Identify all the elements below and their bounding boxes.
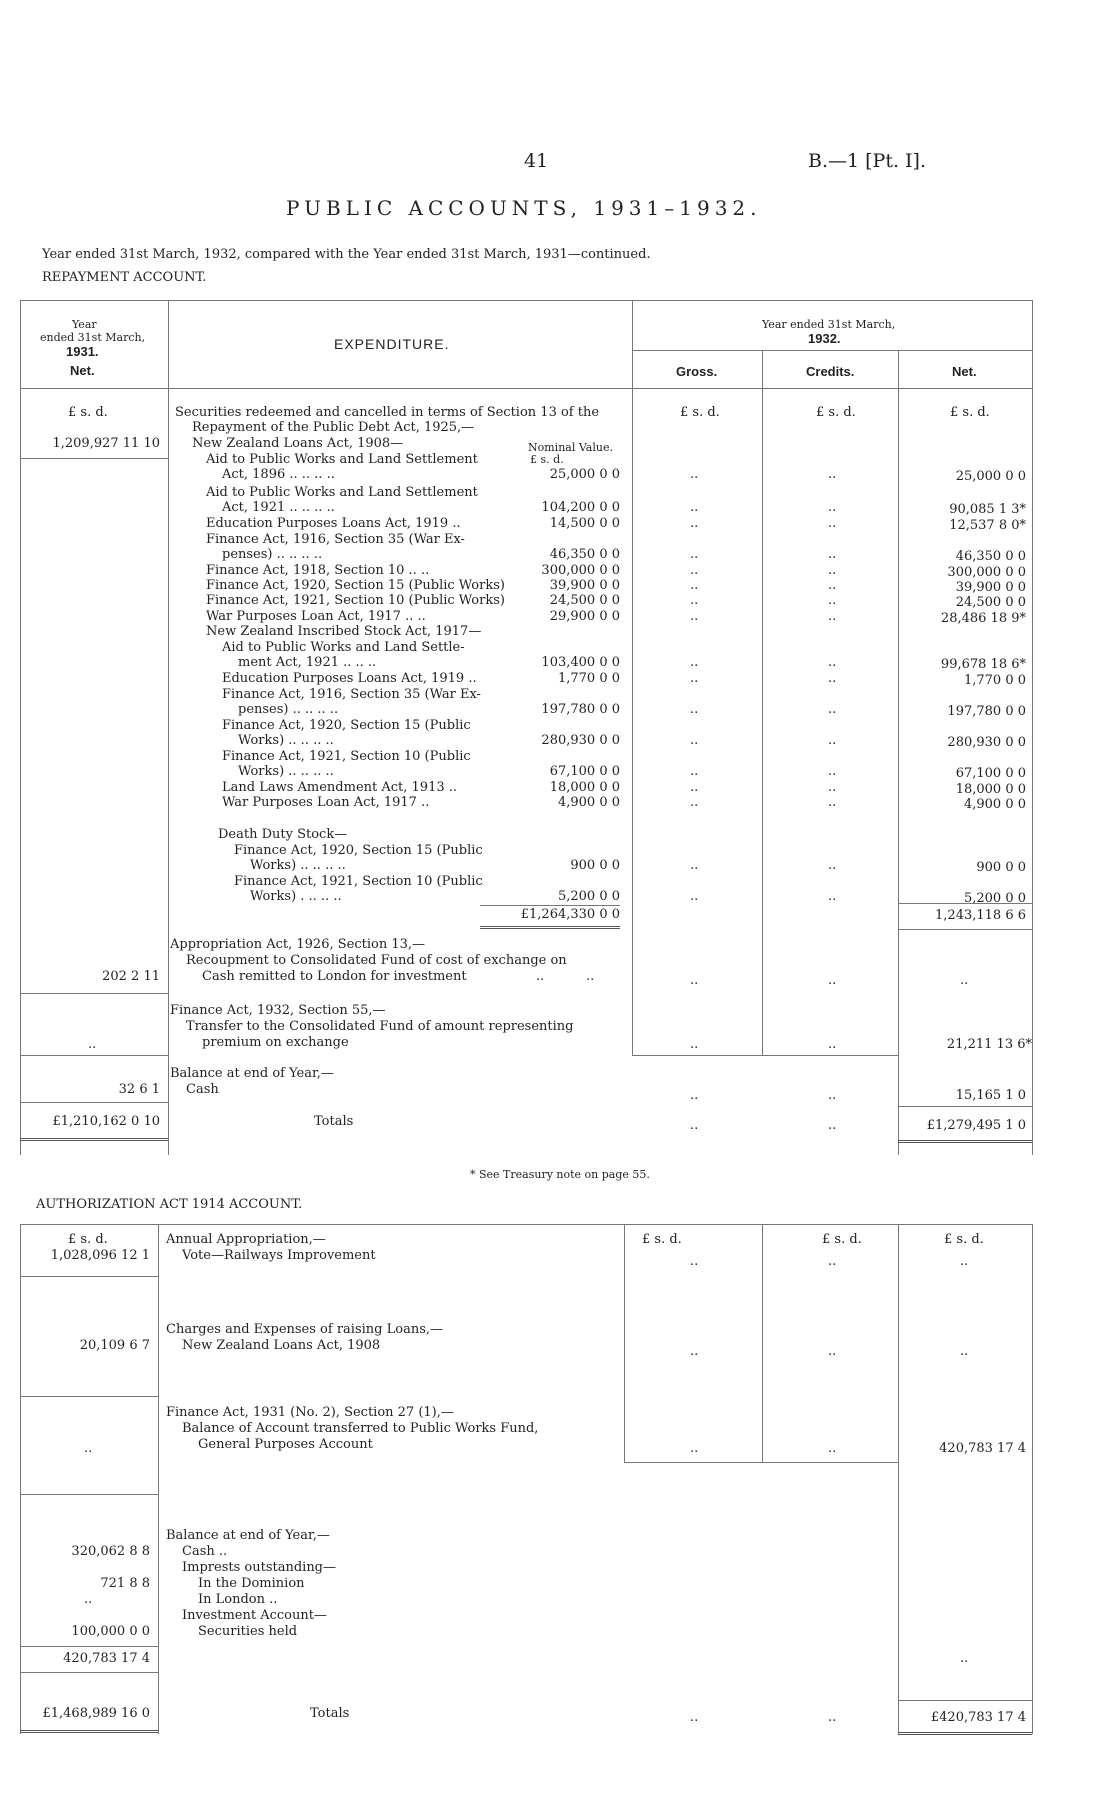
gross-dots: .. bbox=[690, 733, 699, 748]
credits-dots: .. bbox=[828, 1254, 837, 1269]
security-net: 25,000 0 0 bbox=[955, 469, 1026, 484]
leader-dots: .. bbox=[536, 969, 545, 984]
auth-totals-label: Totals bbox=[310, 1706, 350, 1721]
finance-1932-line-1: Finance Act, 1932, Section 55,— bbox=[170, 1003, 386, 1018]
col-cur-ended-label: Year ended 31st March, bbox=[762, 318, 896, 331]
col-credits: Credits. bbox=[806, 364, 855, 379]
nominal-value: 29,900 0 0 bbox=[549, 609, 620, 624]
nominal-value: 25,000 0 0 bbox=[549, 467, 620, 482]
security-label: Finance Act, 1921, Section 10 (Public Works) bbox=[206, 593, 505, 608]
annual-prev: 1,028,096 12 1 bbox=[50, 1248, 150, 1263]
balance-line-1: Balance at end of Year,— bbox=[170, 1066, 334, 1081]
net-lsd: £ s. d. bbox=[950, 405, 990, 420]
col-prev-ended-label: ended 31st March, bbox=[40, 331, 146, 344]
repayment-totals-label: Totals bbox=[314, 1114, 354, 1129]
auth-gross-lsd: £ s. d. bbox=[642, 1232, 682, 1247]
security-net: 90,085 1 3* bbox=[949, 502, 1026, 517]
auth-credits-lsd: £ s. d. bbox=[822, 1232, 862, 1247]
annual-line-1: Annual Appropriation,— bbox=[166, 1232, 326, 1247]
security-label: Finance Act, 1921, Section 10 (Public bbox=[222, 749, 471, 764]
security-net: 99,678 18 6* bbox=[940, 657, 1026, 672]
credits-lsd: £ s. d. bbox=[816, 405, 856, 420]
finance-1931-net: 420,783 17 4 bbox=[939, 1441, 1026, 1456]
balance-net: 15,165 1 0 bbox=[955, 1088, 1026, 1103]
credits-dots: .. bbox=[828, 889, 837, 904]
security-label: Finance Act, 1920, Section 15 (Public bbox=[234, 843, 483, 858]
gross-dots: .. bbox=[690, 547, 699, 562]
gross-dots: .. bbox=[690, 593, 699, 608]
auth-cash-prev: 320,062 8 8 bbox=[71, 1544, 150, 1559]
credits-dots: .. bbox=[828, 1344, 837, 1359]
security-net: 280,930 0 0 bbox=[947, 735, 1026, 750]
auth-net-lsd: £ s. d. bbox=[944, 1232, 984, 1247]
security-label-cont: Works) . .. .. .. bbox=[250, 889, 342, 904]
credits-dots: .. bbox=[828, 547, 837, 562]
gross-dots: .. bbox=[690, 563, 699, 578]
nominal-value: 18,000 0 0 bbox=[549, 780, 620, 795]
net-securities-total: 1,243,118 6 6 bbox=[935, 908, 1026, 923]
net-dots: .. bbox=[960, 1254, 969, 1269]
page-number: 41 bbox=[524, 150, 549, 172]
security-label: War Purposes Loan Act, 1917 .. .. bbox=[206, 609, 426, 624]
auth-prev-lsd: £ s. d. bbox=[68, 1232, 108, 1247]
repayment-totals-prev: £1,210,162 0 10 bbox=[52, 1114, 160, 1129]
col-net: Net. bbox=[952, 364, 977, 379]
gross-dots: .. bbox=[690, 1441, 699, 1456]
balance-cash: Cash bbox=[186, 1082, 219, 1097]
net-dots: .. bbox=[960, 1344, 969, 1359]
nominal-value: 5,200 0 0 bbox=[557, 889, 620, 904]
credits-dots: .. bbox=[828, 578, 837, 593]
gross-dots: .. bbox=[690, 780, 699, 795]
appropriation-line-3: Cash remitted to London for investment bbox=[202, 969, 467, 984]
credits-dots: .. bbox=[828, 563, 837, 578]
dominion-prev: 721 8 8 bbox=[100, 1576, 150, 1591]
security-label-cont: Act, 1921 .. .. .. .. bbox=[222, 500, 335, 515]
credits-dots: .. bbox=[828, 1037, 837, 1052]
imprests-label: Imprests outstanding— bbox=[182, 1560, 337, 1575]
gross-lsd: £ s. d. bbox=[680, 405, 720, 420]
gross-dots: .. bbox=[690, 609, 699, 624]
security-label-cont: penses) .. .. .. .. bbox=[222, 547, 323, 562]
death-duty-stock: Death Duty Stock— bbox=[218, 827, 348, 842]
security-label: Finance Act, 1916, Section 35 (War Ex- bbox=[222, 687, 481, 702]
col-expenditure: EXPENDITURE. bbox=[334, 336, 450, 352]
credits-dots: .. bbox=[828, 500, 837, 515]
nominal-value: 67,100 0 0 bbox=[549, 764, 620, 779]
nz-loans-act: New Zealand Loans Act, 1908— bbox=[192, 436, 404, 451]
security-net: 18,000 0 0 bbox=[955, 782, 1026, 797]
security-net: 24,500 0 0 bbox=[955, 595, 1026, 610]
prev-dots: .. bbox=[84, 1592, 93, 1607]
security-label: Aid to Public Works and Land Settle- bbox=[222, 640, 465, 655]
gross-dots: .. bbox=[690, 858, 699, 873]
credits-dots: .. bbox=[828, 780, 837, 795]
prev-lsd: £ s. d. bbox=[68, 405, 108, 420]
nominal-value: 300,000 0 0 bbox=[541, 563, 620, 578]
gross-dots: .. bbox=[690, 500, 699, 515]
credits-dots: .. bbox=[828, 655, 837, 670]
credits-dots: .. bbox=[828, 593, 837, 608]
nominal-value-label: Nominal Value. bbox=[528, 441, 613, 454]
auth-cash: Cash .. bbox=[182, 1544, 228, 1559]
security-label-cont: Works) .. .. .. .. bbox=[250, 858, 346, 873]
leader-dots: .. bbox=[586, 969, 595, 984]
security-label-cont: ment Act, 1921 .. .. .. bbox=[238, 655, 377, 670]
col-prev-year: 1931. bbox=[66, 344, 99, 359]
credits-dots: .. bbox=[828, 733, 837, 748]
auth-balance-line-1: Balance at end of Year,— bbox=[166, 1528, 330, 1543]
gross-dots: .. bbox=[690, 1088, 699, 1103]
auth-totals-net: £420,783 17 4 bbox=[930, 1710, 1026, 1725]
nominal-total: £1,264,330 0 0 bbox=[520, 907, 620, 922]
credits-dots: .. bbox=[828, 1441, 837, 1456]
repayment-heading: REPAYMENT ACCOUNT. bbox=[42, 270, 207, 285]
credits-dots: .. bbox=[828, 467, 837, 482]
credits-dots: .. bbox=[828, 973, 837, 988]
credits-dots: .. bbox=[828, 702, 837, 717]
nominal-value: 39,900 0 0 bbox=[549, 578, 620, 593]
security-net: 67,100 0 0 bbox=[955, 766, 1026, 781]
nominal-value: 1,770 0 0 bbox=[557, 671, 620, 686]
security-label: Finance Act, 1920, Section 15 (Public Works) bbox=[206, 578, 505, 593]
security-label: Aid to Public Works and Land Settlement bbox=[206, 452, 478, 467]
credits-dots: .. bbox=[828, 795, 837, 810]
gross-dots: .. bbox=[690, 764, 699, 779]
security-net: 4,900 0 0 bbox=[963, 797, 1026, 812]
credits-dots: .. bbox=[828, 671, 837, 686]
security-label: Finance Act, 1916, Section 35 (War Ex- bbox=[206, 532, 465, 547]
annual-line-2: Vote—Railways Improvement bbox=[182, 1248, 376, 1263]
gross-dots: .. bbox=[690, 702, 699, 717]
gross-dots: .. bbox=[690, 1037, 699, 1052]
charges-prev: 20,109 6 7 bbox=[79, 1338, 150, 1353]
nominal-value: 24,500 0 0 bbox=[549, 593, 620, 608]
gross-dots: .. bbox=[690, 516, 699, 531]
finance-1932-line-3: premium on exchange bbox=[202, 1035, 349, 1050]
gross-dots: .. bbox=[690, 1344, 699, 1359]
gross-dots: .. bbox=[690, 1254, 699, 1269]
in-dominion: In the Dominion bbox=[198, 1576, 305, 1591]
page-subtitle: Year ended 31st March, 1932, compared with the Year ended 31st March, 1931—continued. bbox=[42, 247, 651, 262]
charges-line-2: New Zealand Loans Act, 1908 bbox=[182, 1338, 381, 1353]
securities-line-1: Securities redeemed and cancelled in terms of Section 13 of the bbox=[175, 405, 600, 420]
security-label-cont: penses) .. .. .. .. bbox=[238, 702, 339, 717]
auth-totals-prev: £1,468,989 16 0 bbox=[42, 1706, 150, 1721]
prev-securities-total: 1,209,927 11 10 bbox=[52, 436, 160, 451]
page-title: PUBLIC ACCOUNTS, 1931–1932. bbox=[286, 196, 762, 220]
balance-prev: 32 6 1 bbox=[118, 1082, 160, 1097]
appropriation-prev: 202 2 11 bbox=[102, 969, 160, 984]
security-net: 300,000 0 0 bbox=[947, 565, 1026, 580]
footnote: * See Treasury note on page 55. bbox=[470, 1168, 650, 1181]
investment-account: Investment Account— bbox=[182, 1608, 327, 1623]
appropriation-line-2: Recoupment to Consolidated Fund of cost of exchange on bbox=[186, 953, 567, 968]
securities-held: Securities held bbox=[198, 1624, 298, 1639]
gross-dots: .. bbox=[690, 973, 699, 988]
appropriation-line-1: Appropriation Act, 1926, Section 13,— bbox=[170, 937, 426, 952]
gross-dots: .. bbox=[690, 1710, 699, 1725]
gross-dots: .. bbox=[690, 671, 699, 686]
credits-dots: .. bbox=[828, 1088, 837, 1103]
security-label-cont: Works) .. .. .. .. bbox=[238, 764, 334, 779]
credits-dots: .. bbox=[828, 1710, 837, 1725]
gross-dots: .. bbox=[690, 467, 699, 482]
finance-1931-line-1: Finance Act, 1931 (No. 2), Section 27 (1),— bbox=[166, 1405, 454, 1420]
security-label: Education Purposes Loans Act, 1919 .. bbox=[206, 516, 461, 531]
nominal-value: 4,900 0 0 bbox=[557, 795, 620, 810]
security-net: 1,770 0 0 bbox=[963, 673, 1026, 688]
nominal-value: 900 0 0 bbox=[570, 858, 620, 873]
securities-prev: 100,000 0 0 bbox=[71, 1624, 150, 1639]
gross-dots: .. bbox=[690, 655, 699, 670]
prev-dots: .. bbox=[84, 1441, 93, 1456]
security-net: 46,350 0 0 bbox=[955, 549, 1026, 564]
net-dots: .. bbox=[960, 1651, 969, 1666]
col-prev-year-label: Year bbox=[72, 318, 97, 331]
nominal-value: 197,780 0 0 bbox=[541, 702, 620, 717]
gross-dots: .. bbox=[690, 889, 699, 904]
net-dots: .. bbox=[960, 973, 969, 988]
col-prev-net: Net. bbox=[70, 363, 95, 378]
security-net: 197,780 0 0 bbox=[947, 704, 1026, 719]
security-net: 900 0 0 bbox=[976, 860, 1026, 875]
security-label: Education Purposes Loans Act, 1919 .. bbox=[222, 671, 477, 686]
security-net: 39,900 0 0 bbox=[955, 580, 1026, 595]
security-net: 28,486 18 9* bbox=[940, 611, 1026, 626]
col-gross: Gross. bbox=[676, 364, 718, 379]
security-label: Finance Act, 1921, Section 10 (Public bbox=[234, 874, 483, 889]
charges-line-1: Charges and Expenses of raising Loans,— bbox=[166, 1322, 443, 1337]
finance-1932-line-2: Transfer to the Consolidated Fund of amount representing bbox=[186, 1019, 574, 1034]
nominal-value: 14,500 0 0 bbox=[549, 516, 620, 531]
col-cur-year: 1932. bbox=[808, 331, 841, 346]
credits-dots: .. bbox=[828, 764, 837, 779]
authorization-heading: AUTHORIZATION ACT 1914 ACCOUNT. bbox=[36, 1197, 303, 1212]
finance-1932-net: 21,211 13 6* bbox=[946, 1037, 1032, 1052]
security-net: 12,537 8 0* bbox=[949, 518, 1026, 533]
security-label: Aid to Public Works and Land Settlement bbox=[206, 485, 478, 500]
nominal-value: 280,930 0 0 bbox=[541, 733, 620, 748]
in-london: In London .. bbox=[198, 1592, 278, 1607]
credits-dots: .. bbox=[828, 609, 837, 624]
finance-1931-line-3: General Purposes Account bbox=[198, 1437, 373, 1452]
security-label-cont: Act, 1896 .. .. .. .. bbox=[222, 467, 335, 482]
inscribed-stock-act: New Zealand Inscribed Stock Act, 1917— bbox=[206, 624, 482, 639]
credits-dots: .. bbox=[828, 516, 837, 531]
securities-line-2: Repayment of the Public Debt Act, 1925,— bbox=[192, 420, 475, 435]
finance-1931-line-2: Balance of Account transferred to Public Works Fund, bbox=[182, 1421, 539, 1436]
security-label: War Purposes Loan Act, 1917 .. bbox=[222, 795, 430, 810]
prev-dots: .. bbox=[88, 1037, 97, 1052]
security-label: Land Laws Amendment Act, 1913 .. bbox=[222, 780, 458, 795]
security-label-cont: Works) .. .. .. .. bbox=[238, 733, 334, 748]
security-net: 5,200 0 0 bbox=[963, 891, 1026, 906]
credits-dots: .. bbox=[828, 858, 837, 873]
repayment-totals-net: £1,279,495 1 0 bbox=[926, 1118, 1026, 1133]
gross-dots: .. bbox=[690, 1118, 699, 1133]
security-label: Finance Act, 1920, Section 15 (Public bbox=[222, 718, 471, 733]
document-reference: B.—1 [Pt. I]. bbox=[808, 150, 926, 172]
gross-dots: .. bbox=[690, 578, 699, 593]
nominal-value: 104,200 0 0 bbox=[541, 500, 620, 515]
gross-dots: .. bbox=[690, 795, 699, 810]
auth-subtotal-prev: 420,783 17 4 bbox=[63, 1651, 150, 1666]
nominal-value: 103,400 0 0 bbox=[541, 655, 620, 670]
security-label: Finance Act, 1918, Section 10 .. .. bbox=[206, 563, 430, 578]
credits-dots: .. bbox=[828, 1118, 837, 1133]
nominal-lsd: £ s. d. bbox=[530, 453, 564, 466]
nominal-value: 46,350 0 0 bbox=[549, 547, 620, 562]
